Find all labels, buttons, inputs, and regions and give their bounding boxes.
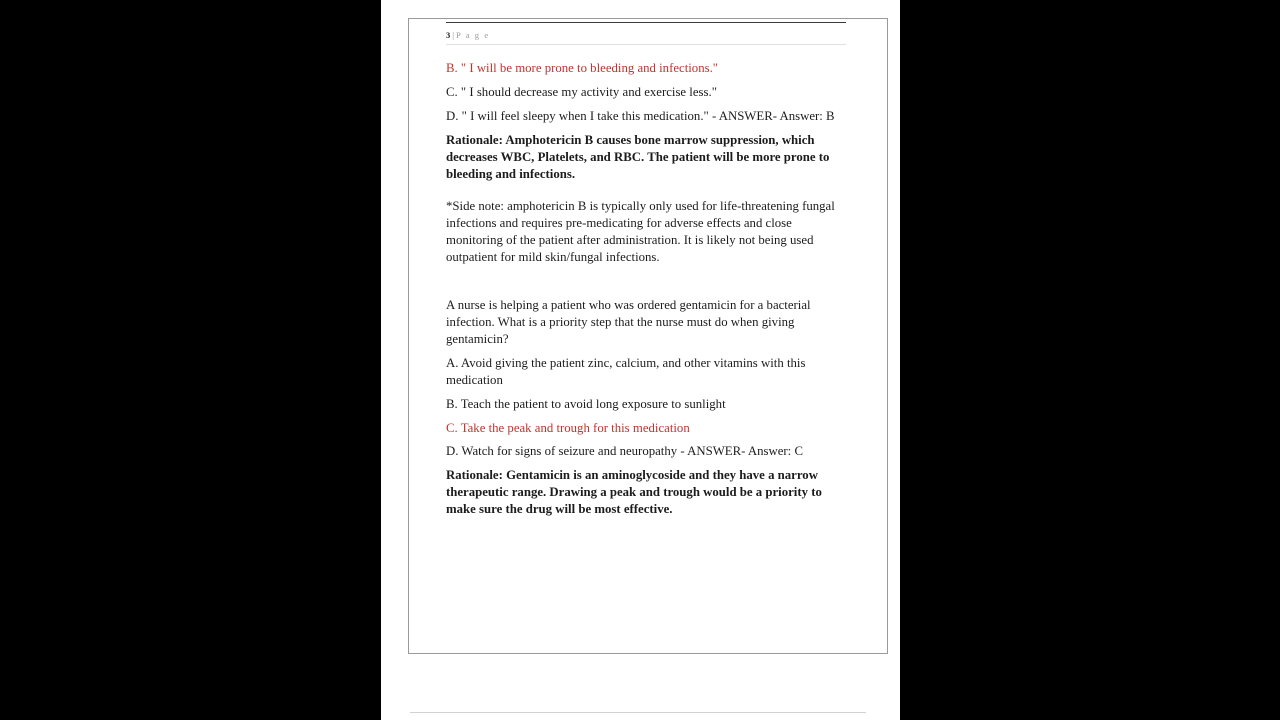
footer-rule (410, 712, 866, 713)
paragraph-q1-option-c: C. " I should decrease my activity and exercise less." (446, 84, 717, 99)
paragraph-q1-rationale: Rationale: Amphotericin B causes bone marrow suppression, which decreases WBC, Platelets, and RBC. The patient will be more prone to bleeding and infections. (446, 132, 830, 181)
header-page-number: 3 (446, 30, 451, 40)
paragraph-q2-option-a: A. Avoid giving the patient zinc, calcium, and other vitamins with this medication (446, 355, 806, 387)
header-bottom-rule (446, 44, 846, 45)
header-page-label: P a g e (455, 30, 490, 40)
page-content-area (446, 22, 846, 525)
paragraph-q2-option-c: C. Take the peak and trough for this medication (446, 420, 690, 435)
paragraph-q1-option-d: D. " I will feel sleepy when I take this medication." - ANSWER- Answer: B (446, 108, 835, 123)
paragraph-q2-option-d: D. Watch for signs of seizure and neuropathy - ANSWER- Answer: C (446, 444, 803, 459)
paragraph-q1-option-b: B. " I will be more prone to bleeding and infections." (446, 61, 719, 75)
paragraph-q2-option-b: B. Teach the patient to avoid long exposure to sunlight (446, 396, 726, 411)
document-page[interactable] (408, 18, 888, 654)
paragraph-q2-rationale: Rationale: Gentamicin is an aminoglycoside and they have a narrow therapeutic range. Drawing a peak and trough would be a priority to make sure the drug will be most effective. (446, 468, 822, 517)
header-top-rule (446, 22, 846, 23)
page-header (446, 30, 846, 41)
header-separator: | (452, 30, 454, 40)
paragraph-q1-side-note: *Side note: amphotericin B is typically only used for life-threatening fungal infections and requires pre-medicating for adverse effects and close monitoring of the patient after administration. It is likely not being used outpatient for mild skin/fungal infections. (446, 199, 835, 265)
document-body (446, 60, 846, 518)
paragraph-q2-stem: A nurse is helping a patient who was ordered gentamicin for a bacterial infection. What is a priority step that the nurse must do when giving gentamicin? (446, 298, 811, 346)
